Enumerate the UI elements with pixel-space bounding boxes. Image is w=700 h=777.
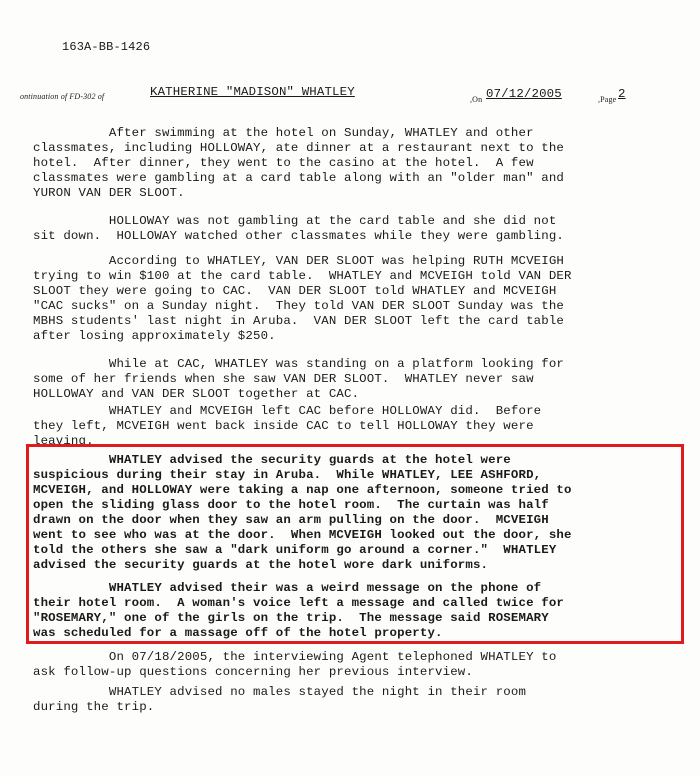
text-line: MCVEIGH, and HOLLOWAY were taking a nap one afternoon, someone tried to — [33, 483, 572, 497]
text-line: during the trip. — [33, 700, 155, 714]
text-line: WHATLEY advised the security guards at the hotel were — [33, 453, 511, 467]
text-line: drawn on the door when they saw an arm pulling on the door. MCVEIGH — [33, 513, 549, 527]
text-line: WHATLEY advised no males stayed the night in their room — [33, 685, 527, 699]
text-line: was scheduled for a massage off of the hotel property. — [33, 626, 443, 640]
text-line: trying to win $100 at the card table. WHATLEY and MCVEIGH told VAN DER — [33, 269, 572, 283]
text-line: YURON VAN DER SLOOT. — [33, 186, 185, 200]
text-line: classmates, including HOLLOWAY, ate dinner at a restaurant next to the — [33, 141, 564, 155]
text-line: SLOOT they were going to CAC. VAN DER SLOOT told WHATLEY and MCVEIGH — [33, 284, 557, 298]
text-line: While at CAC, WHATLEY was standing on a platform looking for — [33, 357, 564, 371]
text-line: sit down. HOLLOWAY watched other classmates while they were gambling. — [33, 229, 564, 243]
text-line: "ROSEMARY," one of the girls on the trip. The message said ROSEMARY — [33, 611, 549, 625]
text-line: According to WHATLEY, VAN DER SLOOT was helping RUTH MCVEIGH — [33, 254, 564, 268]
text-line: WHATLEY advised their was a weird message on the phone of — [33, 581, 542, 595]
text-line: HOLLOWAY was not gambling at the card table and she did not — [33, 214, 557, 228]
text-line: ask follow-up questions concerning her previous interview. — [33, 665, 473, 679]
interview-date: 07/12/2005 — [486, 87, 562, 101]
page-label: ,Page — [598, 95, 617, 104]
text-line: some of her friends when she saw VAN DER SLOOT. WHATLEY never saw — [33, 372, 534, 386]
text-line: suspicious during their stay in Aruba. While WHATLEY, LEE ASHFORD, — [33, 468, 542, 482]
on-label: ,On — [470, 95, 483, 104]
subject-name: KATHERINE "MADISON" WHATLEY — [150, 85, 355, 99]
text-line: HOLLOWAY and VAN DER SLOOT together at CAC. — [33, 387, 360, 401]
text-line: MBHS students' last night in Aruba. VAN DER SLOOT left the card table — [33, 314, 564, 328]
continuation-label: ontinuation of FD-302 of — [20, 92, 105, 101]
file-number: 163A-BB-1426 — [62, 40, 151, 54]
text-line: after losing approximately $250. — [33, 329, 276, 343]
text-line: After swimming at the hotel on Sunday, WHATLEY and other — [33, 126, 534, 140]
text-line: "CAC sucks" on a Sunday night. They told VAN DER SLOOT Sunday was the — [33, 299, 564, 313]
text-line: hotel. After dinner, they went to the casino at the hotel. A few — [33, 156, 534, 170]
text-line: classmates were gambling at a card table along with an "older man" and — [33, 171, 564, 185]
text-line: went to see who was at the door. When MCVEIGH looked out the door, she — [33, 528, 572, 542]
text-line: leaving. — [33, 434, 94, 448]
text-line: told the others she saw a "dark uniform go around a corner." WHATLEY — [33, 543, 557, 557]
page-number: 2 — [618, 87, 626, 101]
text-line: On 07/18/2005, the interviewing Agent telephoned WHATLEY to — [33, 650, 557, 664]
text-line: open the sliding glass door to the hotel room. The curtain was half — [33, 498, 549, 512]
text-line: WHATLEY and MCVEIGH left CAC before HOLLOWAY did. Before — [33, 404, 542, 418]
text-line: they left, MCVEIGH went back inside CAC to tell HOLLOWAY they were — [33, 419, 534, 433]
text-line: advised the security guards at the hotel wore dark uniforms. — [33, 558, 489, 572]
text-line: their hotel room. A woman's voice left a message and called twice for — [33, 596, 564, 610]
